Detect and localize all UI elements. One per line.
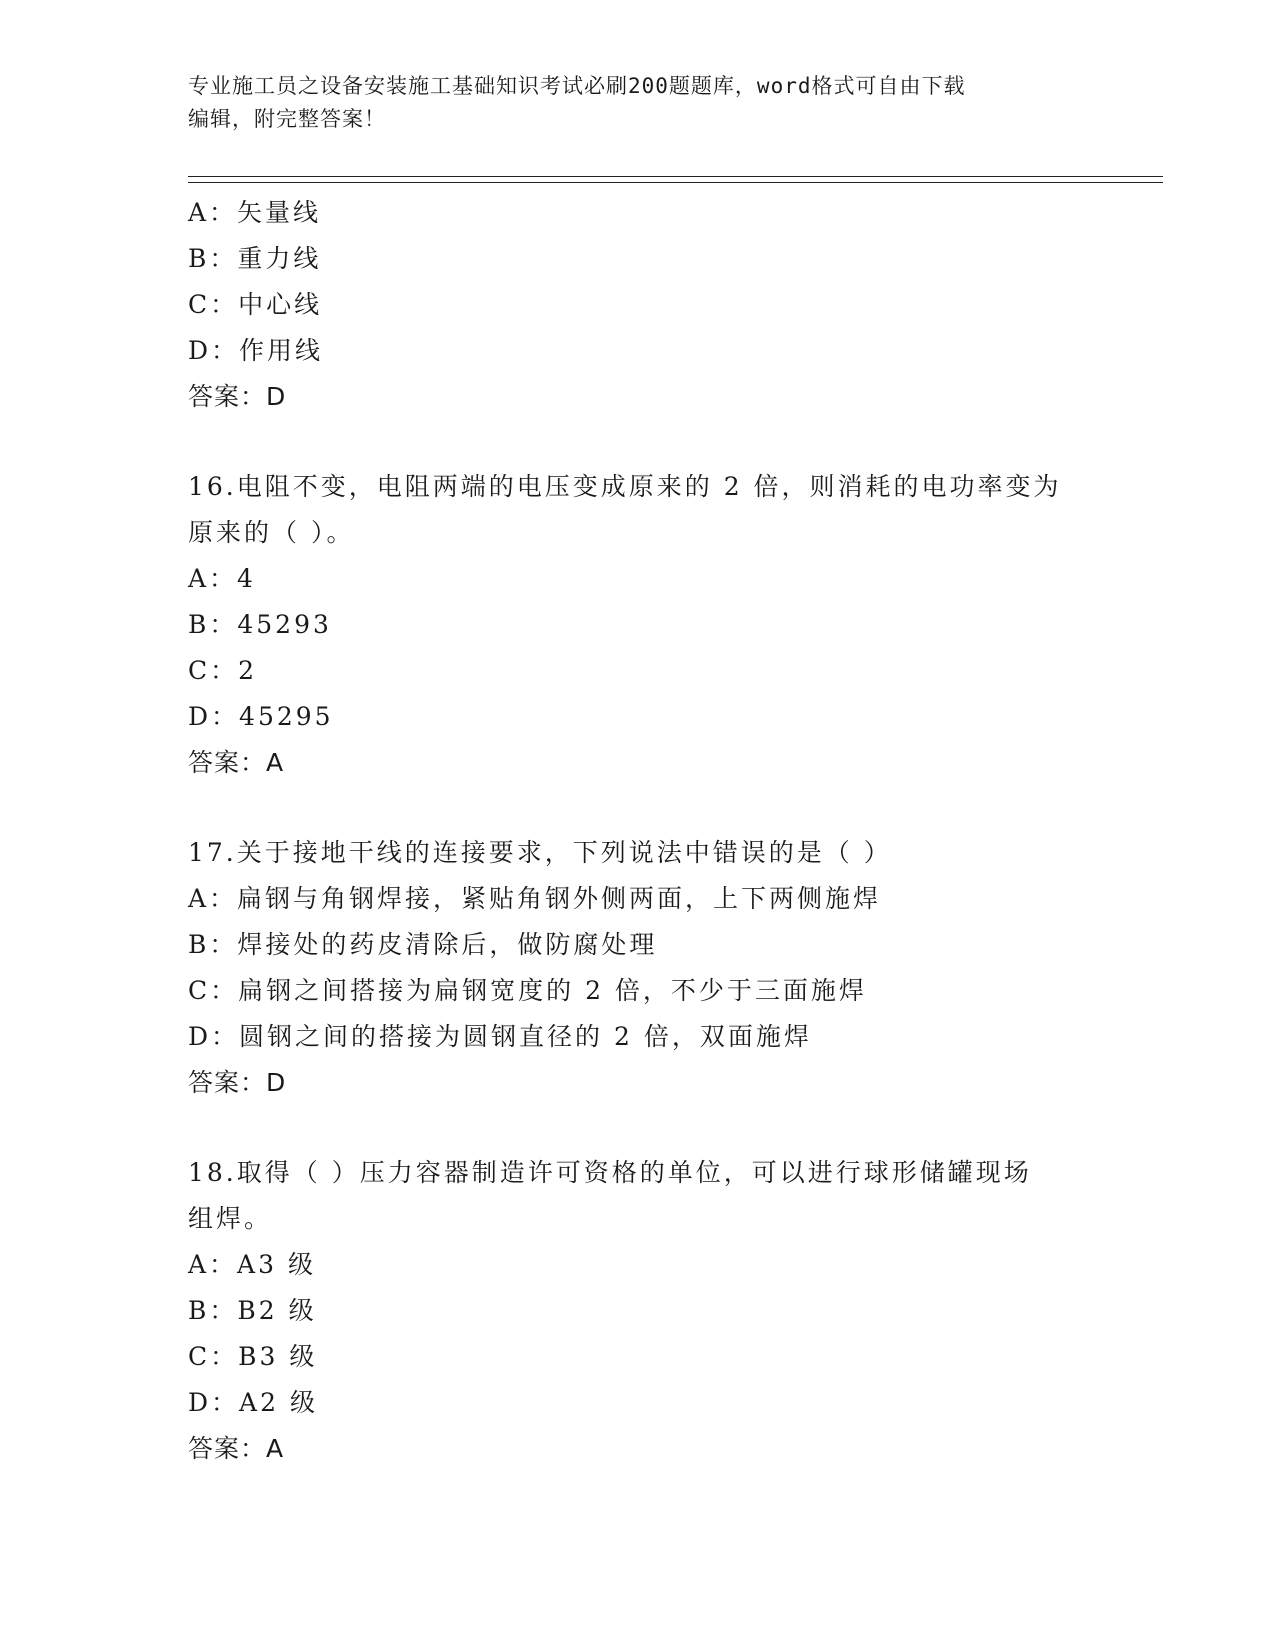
question-18	[188, 1150, 1088, 1472]
option-b: B：45293	[188, 610, 332, 639]
answer: 答案：A	[188, 748, 285, 777]
option-b: B：焊接处的药皮清除后，做防腐处理	[188, 930, 658, 959]
option-c: C：扁钢之间搭接为扁钢宽度的 2 倍，不少于三面施焊	[188, 976, 867, 1005]
option-d: D：45295	[188, 702, 334, 731]
option-c: C：2	[188, 656, 258, 685]
question-text-line-1: 17.关于接地干线的连接要求，下列说法中错误的是（ ）	[188, 838, 892, 867]
option-c: C：中心线	[188, 290, 323, 319]
question-16	[188, 464, 1088, 786]
question-text-line-1: 18.取得（ ）压力容器制造许可资格的单位，可以进行球形储罐现场	[188, 1158, 1032, 1187]
question-15-partial	[188, 190, 1088, 420]
document-header	[188, 70, 1088, 136]
option-b: B：B2 级	[188, 1296, 317, 1325]
option-c: C：B3 级	[188, 1342, 318, 1371]
answer: 答案：A	[188, 1434, 285, 1463]
option-d: D：圆钢之间的搭接为圆钢直径的 2 倍，双面施焊	[188, 1022, 812, 1051]
question-list	[188, 190, 1088, 1472]
option-a: A：扁钢与角钢焊接，紧贴角钢外侧两面，上下两侧施焊	[188, 884, 882, 913]
question-text-line-2: 组焊。	[188, 1204, 273, 1233]
option-d: D：作用线	[188, 336, 324, 365]
option-a: A：4	[188, 564, 256, 593]
option-a: A：A3 级	[188, 1250, 316, 1279]
answer: 答案：D	[188, 1068, 287, 1097]
question-text-line-2: 原来的（ ）。	[188, 518, 355, 547]
option-d: D：A2 级	[188, 1388, 318, 1417]
option-a: A：矢量线	[188, 198, 322, 227]
question-text-line-1: 16.电阻不变，电阻两端的电压变成原来的 2 倍，则消耗的电功率变为	[188, 472, 1062, 501]
header-rule-bottom	[188, 182, 1163, 183]
answer: 答案：D	[188, 382, 287, 411]
header-title-line-2: 编辑，附完整答案！	[188, 107, 386, 131]
question-17	[188, 830, 1088, 1106]
option-b: B：重力线	[188, 244, 322, 273]
header-rule-top	[188, 176, 1163, 177]
header-title-line-1: 专业施工员之设备安装施工基础知识考试必刷200题题库，word格式可自由下载	[188, 74, 966, 98]
